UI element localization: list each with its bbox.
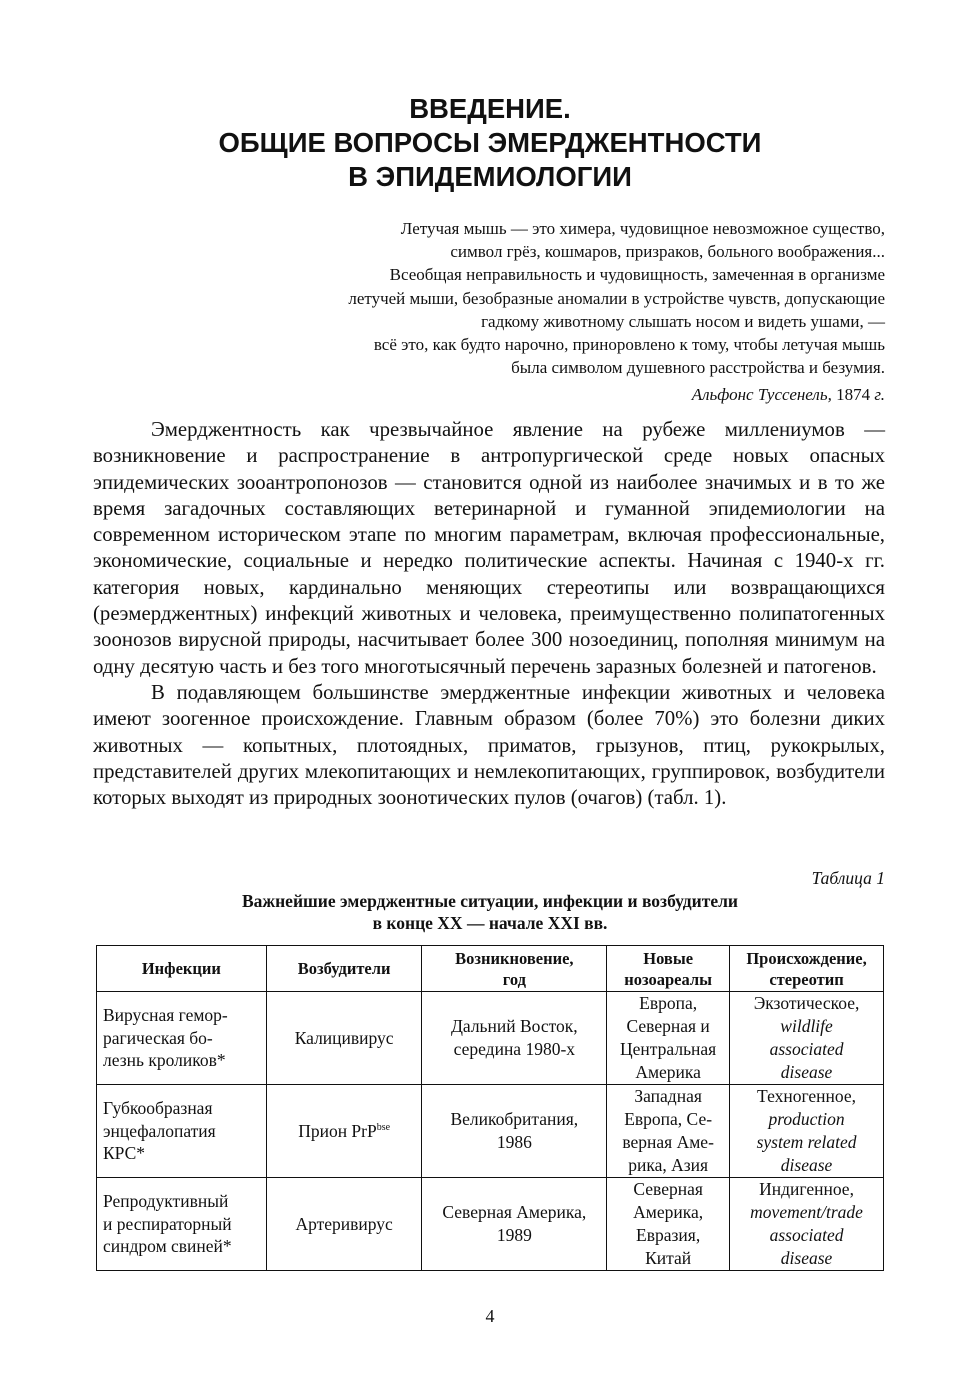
cell-areas: Северная Америка, Евразия, Китай bbox=[607, 1178, 730, 1271]
epigraph-line: была символом душевного расстройства и безумия. bbox=[511, 358, 885, 378]
epigraph-line: гадкому животному слышать носом и видеть ушами, — bbox=[481, 311, 885, 331]
header-areas: Новые нозоареалы bbox=[607, 946, 730, 992]
table-caption-line: в конце XX — начале XXI вв. bbox=[372, 913, 608, 933]
header-emergence: Возникновение, год bbox=[422, 946, 607, 992]
cell-agent: Артеривирус bbox=[266, 1178, 422, 1271]
cell-agent: Прион PrP$^{bse}$ bbox=[266, 1085, 422, 1178]
table-caption bbox=[0, 890, 980, 934]
body-text bbox=[93, 417, 885, 811]
cell-emergence: Дальний Восток, середина 1980-х bbox=[422, 992, 607, 1085]
header-agent: Возбудители bbox=[266, 946, 422, 992]
paragraph: Эмерджентность как чрезвычайное явление на рубеже миллениумов — возникновение и распространение в антропургической среде новых опасных эпидемических зооантропонозов — становится одной из наиболее значимых и в то же время загадочных составляющих ветеринарной и гуманной эпидемиологии на современном историческом этапе по многим параметрам, включая профессиональные, экономические, социальные и нередко политические аспекты. Начиная с 1940-х гг. категория новых, кардинально меняющих стереотипы или возвращающихся (реэмерджентных) инфекций животных и человека, преимущественно полипатогенных зоонозов вирусной природы, насчитывает более 300 нозоединиц, пополняя минимум на одну десятую часть и без того многотысячный перечень заразных болезней и патогенов. bbox=[93, 418, 885, 678]
cell-infection: Репродуктивный и респираторный синдром свиней* bbox=[97, 1178, 267, 1271]
cell-infection: Губкообразная энцефалопатия КРС* bbox=[97, 1085, 267, 1178]
epigraph-year-suffix: г. bbox=[874, 385, 885, 404]
table-label: Таблица 1 bbox=[811, 868, 885, 888]
epigraph-line: летучей мыши, безобразные аномалии в устройстве чувств, допускающие bbox=[348, 288, 885, 308]
cell-origin: Индигенное, movement/trade associated disease bbox=[730, 1178, 884, 1271]
epigraph-year: 1874 bbox=[836, 385, 871, 404]
cell-origin: Техногенное, production system related disease bbox=[730, 1085, 884, 1178]
page-number: 4 bbox=[485, 1306, 495, 1326]
epigraph-line: Всеобщая неправильность и чудовищность, замеченная в организме bbox=[389, 265, 885, 285]
paragraph: В подавляющем большинстве эмерджентные инфекции животных и человека имеют зоогенное происхождение. Главным образом (более 70%) это болезни диких животных — копытных, плотоядных, приматов, грызунов, птиц, рукокрылых, представителей других млекопитающих и немлекопитающих, группировок, возбудители которых выходят из природных зоонотических пулов (очагов) (табл. 1). bbox=[93, 680, 885, 810]
cell-areas: Европа, Северная и Центральная Америка bbox=[607, 992, 730, 1085]
cell-areas: Западная Европа, Се- верная Аме- рика, Азия bbox=[607, 1085, 730, 1178]
cell-agent: Калицивирус bbox=[266, 992, 422, 1085]
chapter-title-line: ОБЩИЕ ВОПРОСЫ ЭМЕРДЖЕНТНОСТИ bbox=[218, 127, 762, 158]
cell-emergence: Великобритания, 1986 bbox=[422, 1085, 607, 1178]
chapter-title-line: ВВЕДЕНИЕ. bbox=[409, 93, 571, 124]
chapter-title-line: В ЭПИДЕМИОЛОГИИ bbox=[348, 161, 632, 192]
epigraph-author: Альфонс Туссенель bbox=[691, 385, 828, 404]
table-row bbox=[97, 1178, 884, 1271]
chapter-title bbox=[0, 92, 980, 194]
emergent-infections-table bbox=[96, 945, 884, 1271]
cell-origin: Экзотическое, wildlife associated disease bbox=[730, 992, 884, 1085]
agent-superscript: bse bbox=[376, 1121, 391, 1133]
epigraph-attribution: Альфонс Туссенель, 1874 г. bbox=[691, 385, 885, 404]
table-row bbox=[97, 1085, 884, 1178]
epigraph-line: всё это, как будто нарочно, приноровлено к тому, чтобы летучая мышь bbox=[373, 335, 885, 355]
table-header-row bbox=[97, 946, 884, 992]
header-origin: Происхождение, стереотип bbox=[730, 946, 884, 992]
header-infection: Инфекции bbox=[97, 946, 267, 992]
cell-emergence: Северная Америка, 1989 bbox=[422, 1178, 607, 1271]
cell-infection: Вирусная гемор- рагическая бо- лезнь кроликов* bbox=[97, 992, 267, 1085]
table-row bbox=[97, 992, 884, 1085]
table-caption-line: Важнейшие эмерджентные ситуации, инфекции и возбудители bbox=[241, 891, 739, 911]
epigraph-line: символ грёз, кошмаров, призраков, больного воображения... bbox=[450, 242, 885, 262]
epigraph-line: Летучая мышь — это химера, чудовищное невозможное существо, bbox=[400, 219, 885, 238]
epigraph bbox=[245, 217, 885, 379]
